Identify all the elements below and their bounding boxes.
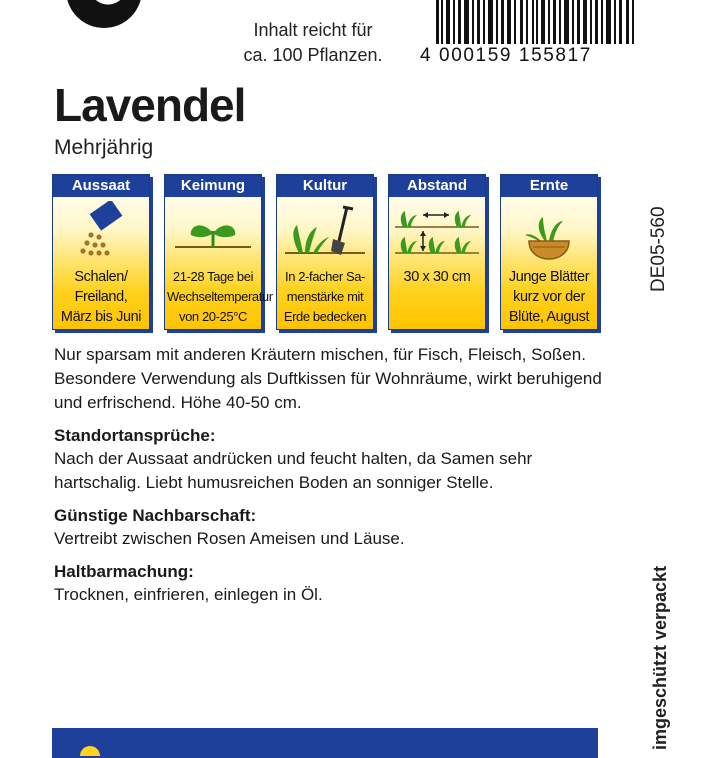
card-text-line: Schalen/ xyxy=(74,269,128,285)
instructions xyxy=(54,343,614,607)
card-label: Aussaat xyxy=(53,175,149,197)
description-text: Nur sparsam mit anderen Kräutern mischen, für Fisch, Fleisch, Soßen. Besondere Verwendung als Duftkissen für Wohnräume, wirkt beruhigend und erfrischend. Höhe 40-50 cm. xyxy=(54,345,602,412)
card-label: Abstand xyxy=(389,175,485,197)
seed-packet-icon xyxy=(53,201,149,263)
product-subtitle: Mehrjährig xyxy=(54,136,154,159)
section-text: Trocknen, einfrieren, einlegen in Öl. xyxy=(54,585,323,604)
section-nachbarschaft xyxy=(54,505,614,551)
card-text-line: Junge Blätter xyxy=(508,269,590,285)
card-text-line: Blüte, August xyxy=(508,309,590,325)
card-label: Kultur xyxy=(277,175,373,197)
section-standort xyxy=(54,425,614,495)
card-keimung xyxy=(164,174,273,330)
card-text-line: März bis Juni xyxy=(60,309,142,325)
brand-logo xyxy=(58,0,150,32)
card-text-line: von 20-25°C xyxy=(178,309,247,324)
card-text-line: Freiland, xyxy=(74,289,128,305)
card-text xyxy=(279,267,371,327)
section-heading: Standortansprüche: xyxy=(54,426,216,445)
barcode-number: 4 000159 155817 xyxy=(420,44,642,68)
card-label: Keimung xyxy=(165,175,261,197)
sun-icon xyxy=(76,736,104,756)
card-text xyxy=(167,267,273,327)
sprout-icon xyxy=(165,201,261,263)
content-note xyxy=(228,18,398,68)
article-code: DE05-560 xyxy=(648,206,669,292)
card-label: Ernte xyxy=(501,175,597,197)
card-text xyxy=(503,267,595,327)
card-text-line: kurz vor der xyxy=(513,289,585,305)
section-haltbarmachung xyxy=(54,561,614,607)
card-ernte xyxy=(500,174,598,330)
card-text-line: Erde bedecken xyxy=(283,309,367,324)
card-text-line: 21-28 Tage bei xyxy=(172,269,254,284)
section-heading: Haltbarmachung: xyxy=(54,562,194,581)
product-title: Lavendel xyxy=(54,79,246,131)
card-text-line: Wechseltemperatur xyxy=(167,289,273,304)
card-text xyxy=(55,267,147,327)
card-text-line: In 2-facher Sa- xyxy=(285,269,365,284)
shovel-plant-icon xyxy=(277,201,373,263)
barcode xyxy=(420,0,642,72)
card-abstand xyxy=(388,174,486,330)
section-heading: Günstige Nachbarschaft: xyxy=(54,506,257,525)
growing-info-cards xyxy=(52,174,600,330)
card-text-line: 30 x 30 cm xyxy=(403,269,471,285)
section-text: Nach der Aussaat andrücken und feucht halten, da Samen sehr hartschalig. Liebt humusreichen Boden an sonniger Stelle. xyxy=(54,449,533,492)
footer-band xyxy=(52,728,598,758)
section-text: Vertreibt zwischen Rosen Ameisen und Läuse. xyxy=(54,529,405,548)
card-text-line: menstärke mit xyxy=(286,289,364,304)
card-kultur xyxy=(276,174,374,330)
content-note-line2: ca. 100 Pflanzen. xyxy=(243,45,383,65)
card-text xyxy=(391,267,483,287)
spacing-icon xyxy=(389,201,485,263)
card-aussaat xyxy=(52,174,150,330)
harvest-bowl-icon xyxy=(501,201,597,263)
side-note: imgeschützt verpackt xyxy=(650,565,670,750)
content-note-line1: Inhalt reicht für xyxy=(253,20,373,40)
